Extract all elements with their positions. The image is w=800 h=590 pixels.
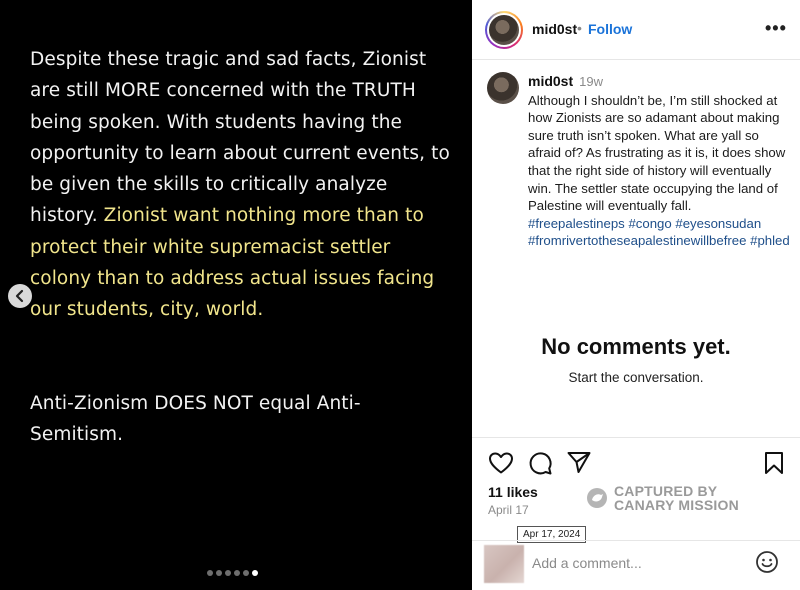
comment-icon[interactable] (527, 450, 553, 476)
share-icon[interactable] (566, 450, 592, 474)
carousel-dot (252, 570, 258, 576)
carousel-dot (234, 570, 240, 576)
viewer-avatar (484, 545, 524, 583)
bookmark-icon[interactable] (763, 451, 785, 475)
canary-logo-icon (586, 487, 608, 509)
captured-watermark (586, 484, 739, 512)
carousel-dot (225, 570, 231, 576)
actions-divider (472, 437, 800, 438)
author-username[interactable]: mid0st (532, 21, 578, 37)
carousel-dot (207, 570, 213, 576)
comment-input[interactable] (532, 552, 752, 574)
caption-time[interactable]: 19w (579, 74, 603, 89)
date-tooltip: Apr 17, 2024 (517, 526, 586, 543)
hashtag-link[interactable]: #phled (750, 233, 790, 249)
previous-slide-button[interactable] (8, 284, 32, 308)
no-comments-subtitle: Start the conversation. (568, 370, 704, 385)
comment-bar-divider (472, 540, 800, 541)
likes-count[interactable]: 11 likes (488, 484, 538, 500)
hashtag-link[interactable]: #freepalestineps (528, 215, 625, 231)
hashtag-link[interactable]: #fromrivertotheseapalestinewillbefree (528, 233, 747, 249)
post-caption (528, 73, 790, 250)
author-avatar[interactable] (485, 11, 523, 49)
post-header (472, 0, 800, 60)
slide-paragraph-1 (30, 44, 450, 326)
author-avatar-image (489, 15, 519, 45)
caption-username[interactable]: mid0st (528, 73, 574, 89)
slide-paragraph-1-highlight: Zionist want nothing more than to protect their white supremacist settler colony than to address actual issues facing our students, city, world. (30, 205, 435, 321)
watermark-line-1: CAPTURED BY (614, 483, 718, 499)
header-separator: • (577, 20, 582, 36)
heart-icon[interactable] (488, 451, 514, 475)
slide-text (30, 44, 450, 450)
no-comments-title: No comments yet. (541, 334, 731, 359)
watermark-line-2: CANARY MISSION (614, 497, 739, 513)
chevron-left-icon (13, 289, 27, 303)
carousel-dot (243, 570, 249, 576)
caption-text: Although I shouldn’t be, I’m still shocked at how Zionists are so adamant about making sure truth isn’t spoken. What are yall so afraid of? As frustrating as it is, it does show that the right side of history will eventually win. The settler state occupying the land of Palestine will eventually fall. (528, 92, 786, 214)
hashtag-link[interactable]: #congo (628, 215, 672, 231)
carousel-dots (207, 570, 258, 576)
hashtag-link[interactable]: #eyesonsudan (675, 215, 762, 231)
caption-avatar[interactable] (487, 72, 519, 104)
emoji-icon[interactable] (755, 550, 779, 574)
slide-paragraph-1-plain: Despite these tragic and sad facts, Zionist are still MORE concerned with the TRUTH being spoken. With students having the opportunity to learn about current events, to be given the skills to critically analyze history. (30, 49, 450, 227)
post-side-panel (472, 0, 800, 590)
more-options-icon[interactable]: ••• (765, 18, 787, 38)
slide-paragraph-2: Anti-Zionism DOES NOT equal Anti-Semitism. (30, 392, 361, 445)
follow-button[interactable]: Follow (588, 21, 633, 37)
post-date[interactable]: April 17 (488, 503, 529, 517)
caption-body (528, 92, 790, 250)
carousel-dot (216, 570, 222, 576)
